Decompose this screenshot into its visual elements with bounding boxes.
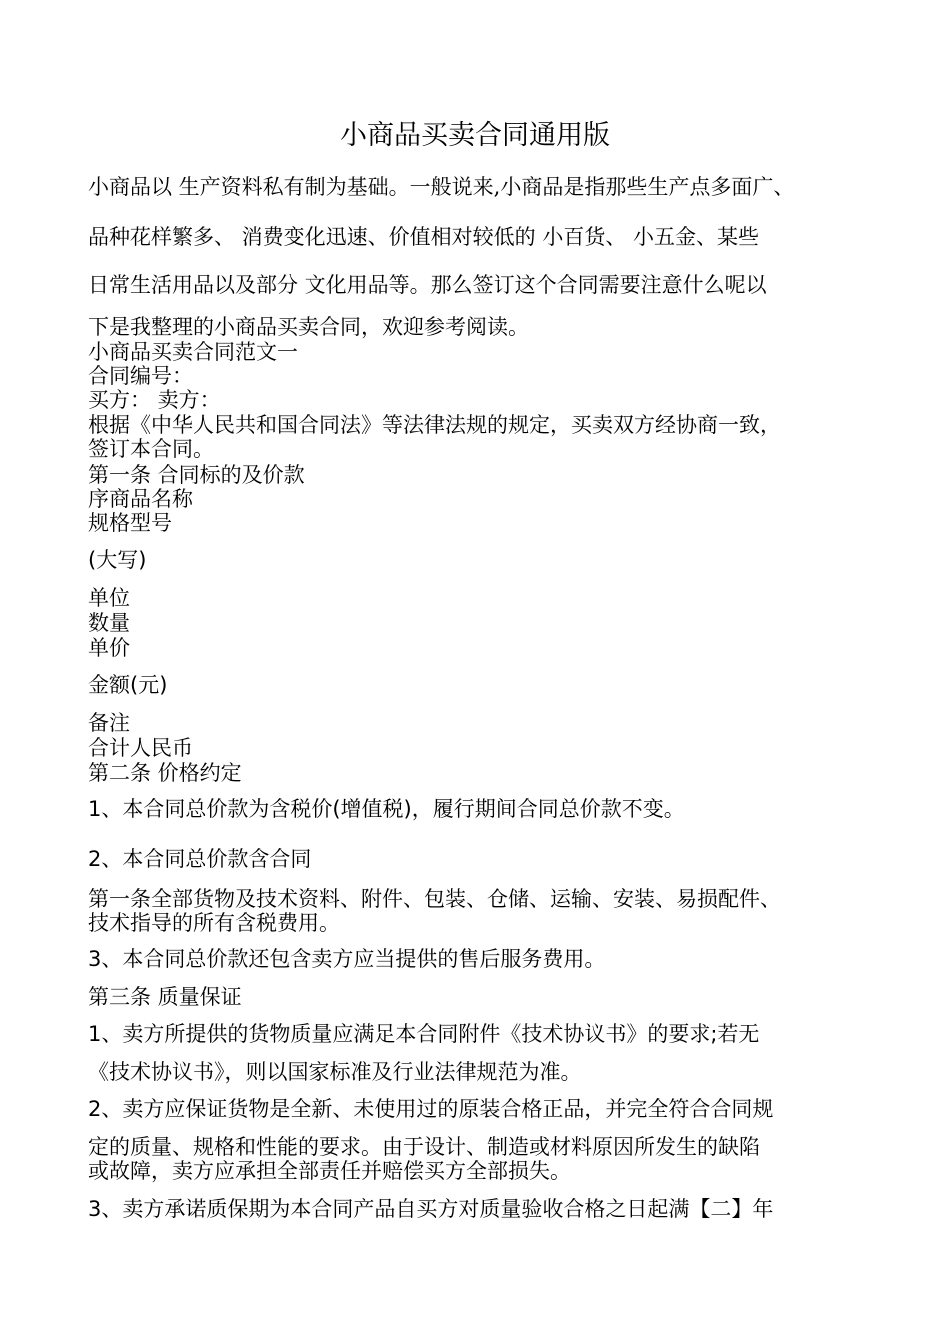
sample-heading: 小商品买卖合同范文一	[88, 340, 298, 364]
article-1-heading: 第一条 合同标的及价款	[88, 463, 305, 487]
amount-label: 金额(元)	[88, 673, 168, 697]
quality-clause-2-line-1: 2、卖方应保证货物是全新、未使用过的原装合格正品，并完全符合合同规	[88, 1097, 774, 1121]
total-rmb-label: 合计人民币	[88, 736, 193, 760]
unit-label: 单位	[88, 586, 130, 610]
article-2-heading: 第二条 价格约定	[88, 761, 242, 785]
item-name-label: 序商品名称	[88, 487, 193, 511]
unit-price-label: 单价	[88, 636, 130, 660]
price-clause-2-cont-2: 技术指导的所有含税费用。	[88, 911, 340, 935]
quality-clause-2-line-3: 或故障，卖方应承担全部责任并赔偿买方全部损失。	[88, 1159, 571, 1183]
intro-line-3: 日常生活用品以及部分 文化用品等。那么签订这个合同需要注意什么呢以	[88, 273, 767, 297]
contract-number: 合同编号：	[88, 364, 193, 388]
quality-clause-1-line-2: 《技术协议书》，则以国家标准及行业法律规范为准。	[88, 1060, 582, 1084]
price-clause-3: 3、本合同总价款还包含卖方应当提供的售后服务费用。	[88, 947, 606, 971]
remarks-label: 备注	[88, 711, 130, 735]
intro-line-1: 小商品以 生产资料私有制为基础。一般说来,小商品是指那些生产点多面广、	[88, 175, 795, 199]
parties-line: 买方： 卖方：	[88, 388, 221, 412]
uppercase-label: (大写)	[88, 548, 147, 572]
price-clause-2: 2、本合同总价款含合同	[88, 847, 312, 871]
quantity-label: 数量	[88, 611, 130, 635]
quality-clause-1-line-1: 1、卖方所提供的货物质量应满足本合同附件《技术协议书》的要求;若无	[88, 1022, 760, 1046]
intro-line-2: 品种花样繁多、 消费变化迅速、价值相对较低的 小百货、 小五金、某些	[88, 225, 760, 249]
basis-line-1: 根据《中华人民共和国合同法》等法律法规的规定，买卖双方经协商一致，	[88, 413, 781, 437]
spec-model-label: 规格型号	[88, 511, 172, 535]
quality-clause-2-line-2: 定的质量、规格和性能的要求。由于设计、制造或材料原因所发生的缺陷	[88, 1135, 760, 1159]
quality-clause-3-line-1: 3、卖方承诺质保期为本合同产品自买方对质量验收合格之日起满【二】年	[88, 1197, 774, 1221]
price-clause-1: 1、本合同总价款为含税价(增值税)，履行期间合同总价款不变。	[88, 797, 685, 821]
document-title: 小商品买卖合同通用版	[340, 120, 610, 151]
price-clause-2-cont-1: 第一条全部货物及技术资料、附件、包装、仓储、运输、安装、易损配件、	[88, 887, 781, 911]
article-3-heading: 第三条 质量保证	[88, 985, 242, 1009]
intro-line-4: 下是我整理的小商品买卖合同，欢迎参考阅读。	[88, 315, 529, 339]
basis-line-2: 签订本合同。	[88, 437, 214, 461]
